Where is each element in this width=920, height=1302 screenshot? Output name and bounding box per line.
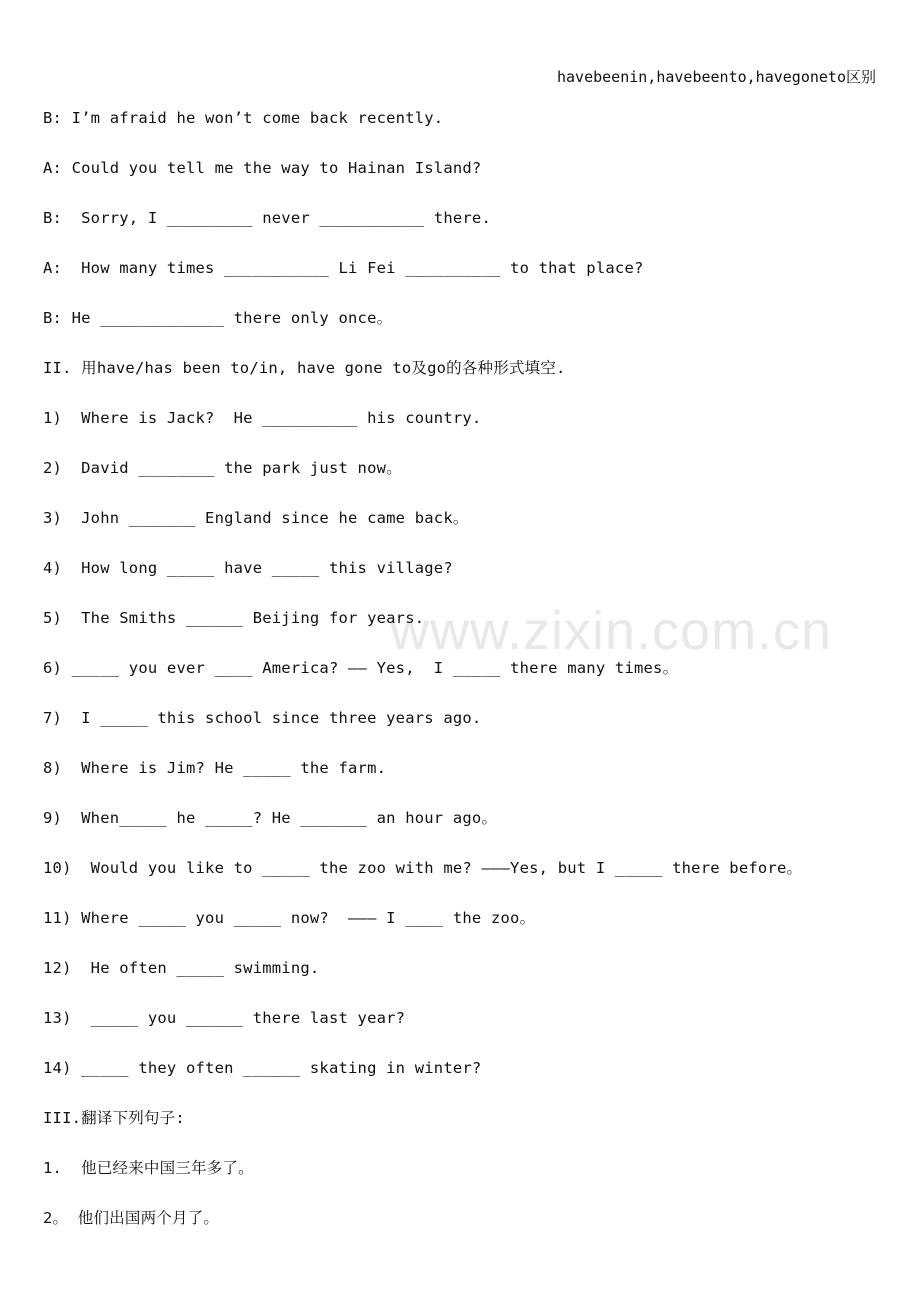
- exercise-item: 8) Where is Jim? He _____ the farm.: [43, 759, 387, 777]
- page-header-title: havebeenin,havebeento,havegoneto区别: [557, 68, 876, 86]
- exercise-item: 3) John _______ England since he came back。: [43, 509, 469, 527]
- exercise-item: 7) I _____ this school since three years ago.: [43, 709, 482, 727]
- exercise-item: 1) Where is Jack? He __________ his country.: [43, 409, 482, 427]
- exercise-item: 2) David ________ the park just now。: [43, 459, 402, 477]
- translation-item: 2。 他们出国两个月了。: [43, 1209, 220, 1227]
- exercise-item: 14) _____ they often ______ skating in winter?: [43, 1059, 482, 1077]
- exercise-item: 12) He often _____ swimming.: [43, 959, 320, 977]
- exercise-item: 4) How long _____ have _____ this village?: [43, 559, 453, 577]
- exercise-item: 6) _____ you ever ____ America? —— Yes, I _____ there many times。: [43, 659, 679, 677]
- exercise-item: 13) _____ you ______ there last year?: [43, 1009, 406, 1027]
- section-heading: III.翻译下列句子:: [43, 1109, 185, 1127]
- dialogue-line: B: I’m afraid he won’t come back recently.: [43, 109, 444, 127]
- watermark: www.zixin.com.cn: [390, 601, 833, 661]
- dialogue-line: B: He _____________ there only once。: [43, 309, 393, 327]
- dialogue-line: A: How many times ___________ Li Fei __________ to that place?: [43, 259, 644, 277]
- dialogue-line: A: Could you tell me the way to Hainan Island?: [43, 159, 482, 177]
- translation-item: 1. 他已经来中国三年多了。: [43, 1159, 254, 1177]
- exercise-item: 9) When_____ he _____? He _______ an hour ago。: [43, 809, 498, 827]
- exercise-item: 11) Where _____ you _____ now? ——— I ____ the zoo。: [43, 909, 536, 927]
- exercise-item: 5) The Smiths ______ Beijing for years.: [43, 609, 425, 627]
- dialogue-line: B: Sorry, I _________ never ___________ there.: [43, 209, 491, 227]
- exercise-item: 10) Would you like to _____ the zoo with me? ———Yes, but I _____ there before。: [43, 859, 803, 877]
- section-heading: II. 用have/has been to/in, have gone to及go的各种形式填空.: [43, 359, 566, 377]
